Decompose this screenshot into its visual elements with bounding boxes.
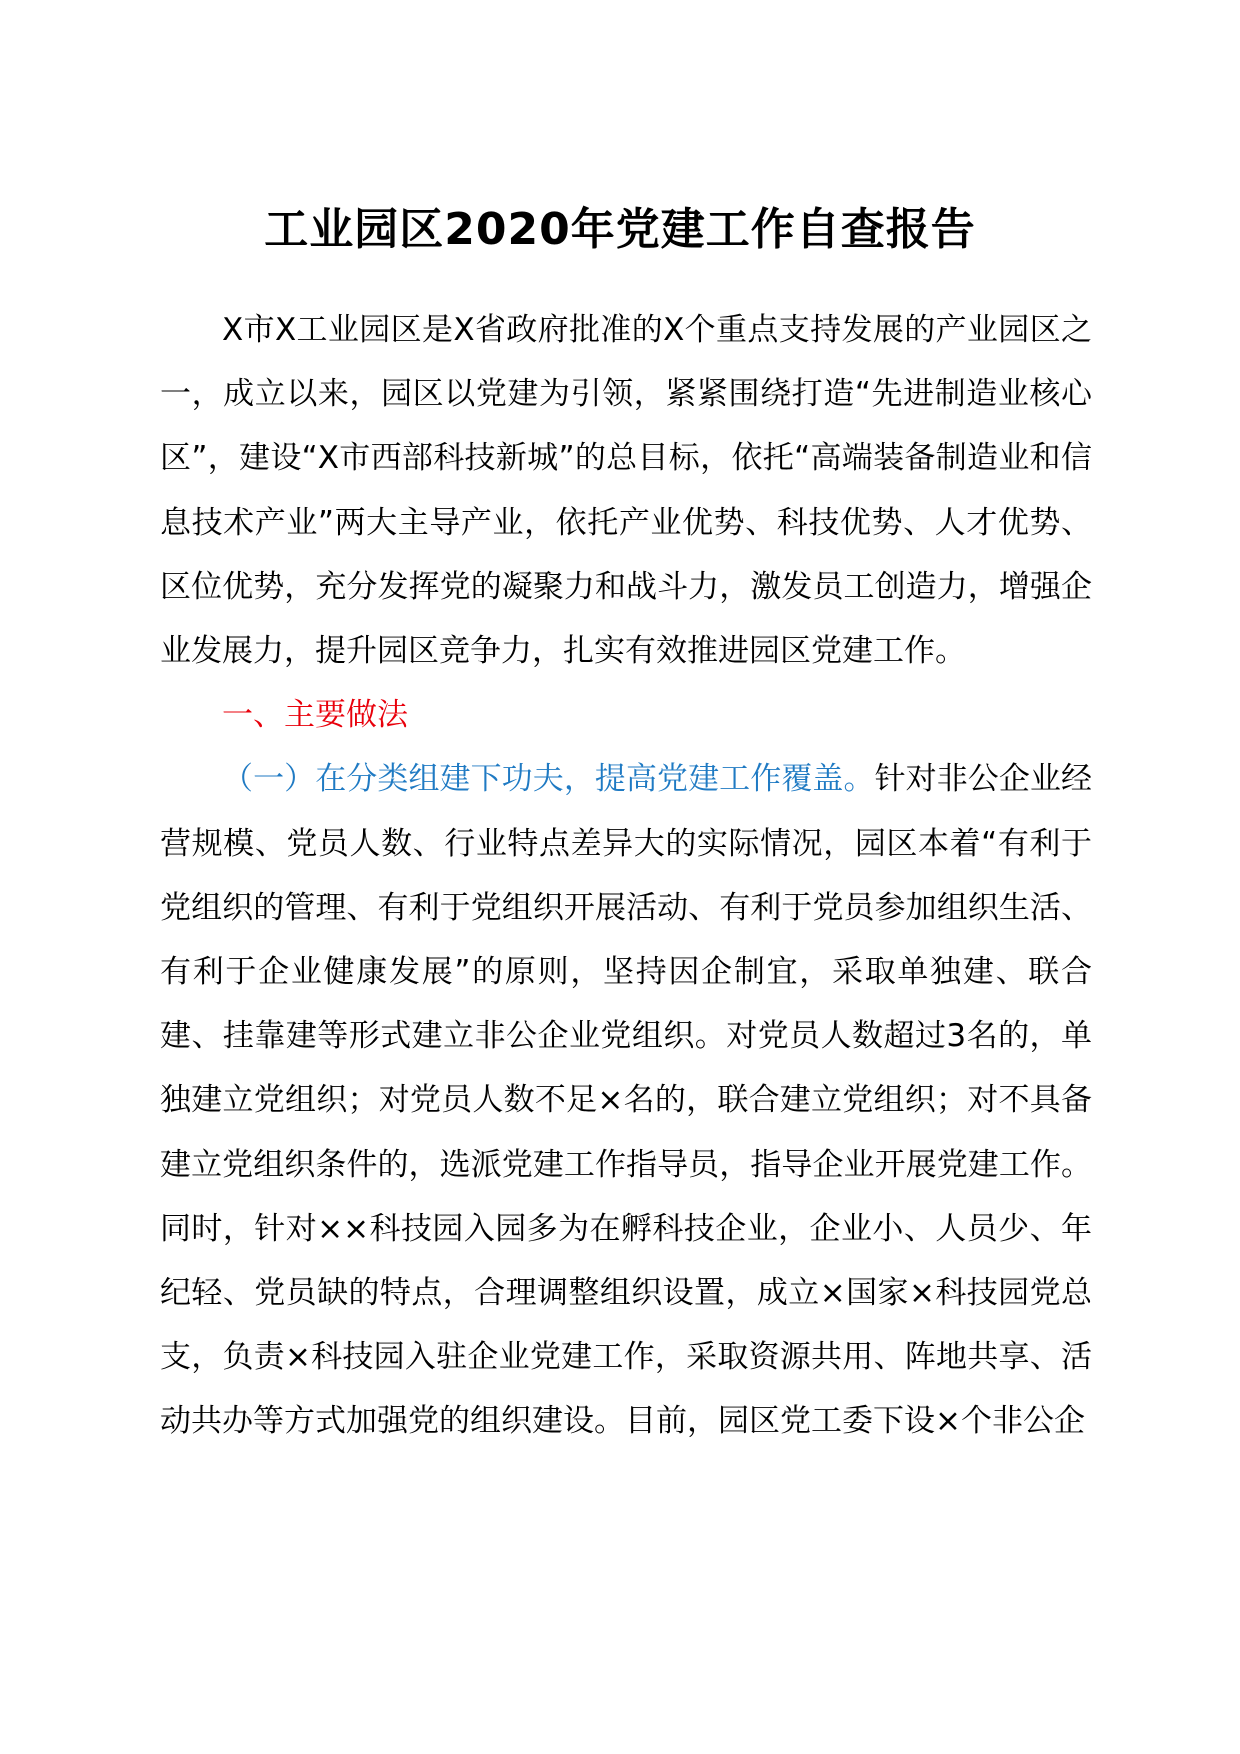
intro-paragraph: X市X工业园区是X省政府批准的X个重点支持发展的产业园区之一，成立以来，园区以党建为引领，紧紧围绕打造“先进制造业核心区”，建设“X市西部科技新城”的总目标，依托“高端装备制造业和信息技术产业”两大主导产业，依托产业优势、科技优势、人才优势、区位优势，充分发挥党的凝聚力和战斗力，激发员工创造力，增强企业发展力，提升园区竞争力，扎实有效推进园区党建工作。	[160, 312, 1092, 670]
subsection-paragraph	[160, 747, 1092, 1453]
subsection-heading-classified-building: （一）在分类组建下功夫，提高党建工作覆盖。	[222, 761, 875, 798]
document-body	[160, 298, 1092, 1454]
document-title: 工业园区2020年党建工作自查报告	[264, 204, 976, 255]
subsection-body-text: 针对非公企业经营规模、党员人数、行业特点差异大的实际情况，园区本着“有利于党组织的管理、有利于党组织开展活动、有利于党员参加组织生活、有利于企业健康发展”的原则，坚持因企制宜，采取单独建、联合建、挂靠建等形式建立非公企业党组织。对党员人数超过3名的，单独建立党组织；对党员人数不足×名的，联合建立党组织；对不具备建立党组织条件的，选派党建工作指导员，指导企业开展党建工作。同时，针对××科技园入园多为在孵科技企业，企业小、人员少、年纪轻、党员缺的特点，合理调整组织设置，成立×国家×科技园党总支，负责×科技园入驻企业党建工作，采取资源共用、阵地共享、活动共办等方式加强党的组织建设。目前，园区党工委下设×个非公企	[160, 761, 1093, 1440]
section-heading-main-practices: 一、主要做法	[222, 697, 408, 734]
